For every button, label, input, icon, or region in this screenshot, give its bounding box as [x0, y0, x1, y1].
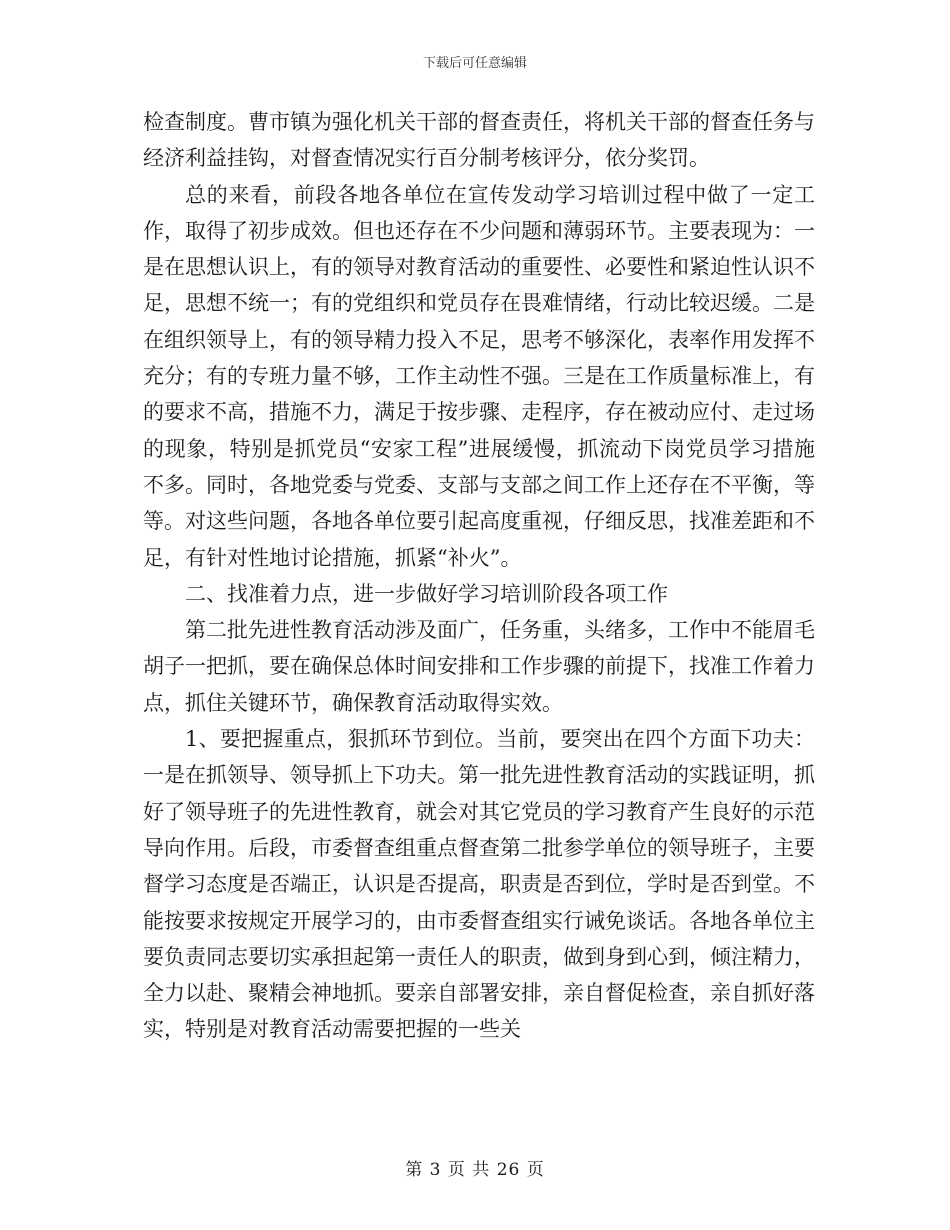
section-heading: 二、找准着力点，进一步做好学习培训阶段各项工作	[185, 581, 668, 606]
body-paragraph-4: 1、要把握重点，狠抓环节到位。当前，要突出在四个方面下功夫：一是在抓领导、领导抓上下功夫。第一批先进性教育活动的实践证明，抓好了领导班子的先进性教育，就会对其它党员的学习教育产生良好的示范导向作用。后段，市委督查组重点督查第二批参学单位的领导班子，主要督学习态度是否端正，认识是否提高，职责是否到位，学时是否到堂。不能按要求按规定开展学习的，由市委督查组实行诫免谈话。各地各单位主要负责同志要切实承担起第一责任人的职责，做到身到心到，倾注精力，全力以赴、聚精会神地抓。要亲自部署安排，亲自督促检查，亲自抓好落实，特别是对教育活动需要把握的一些关	[143, 727, 815, 1042]
page-header-note: 下载后可任意编辑	[422, 56, 527, 71]
body-paragraph-2: 总的来看，前段各地各单位在宣传发动学习培训过程中做了一定工作，取得了初步成效。但也还存在不少问题和薄弱环节。主要表现为：一是在思想认识上，有的领导对教育活动的重要性、必要性和紧迫性认识不足，思想不统一；有的党组织和党员存在畏难情绪，行动比较迟缓。二是在组织领导上，有的领导精力投入不足，思考不够深化，表率作用发挥不充分；有的专班力量不够，工作主动性不强。三是在工作质量标准上，有的要求不高，措施不力，满足于按步骤、走程序，存在被动应付、走过场的现象，特别是抓党员“安家工程”进展缓慢，抓流动下岗党员学习措施不多。同时，各地党委与党委、支部与支部之间工作上还存在不平衡，等等。对这些问题，各地各单位要引起高度重视，仔细反思，找准差距和不足，有针对性地讨论措施，抓紧“补火”。	[143, 182, 815, 570]
body-paragraph-3: 第二批先进性教育活动涉及面广，任务重，头绪多，工作中不能眉毛胡子一把抓，要在确保总体时间安排和工作步骤的前提下，找准工作着力点，抓住关键环节，确保教育活动取得实效。	[143, 618, 815, 715]
page-number-footer: 第 3 页 共 26 页	[405, 1160, 545, 1180]
document-body	[143, 104, 815, 1048]
body-paragraph-1: 检查制度。曹市镇为强化机关干部的督查责任，将机关干部的督查任务与经济利益挂钩，对督查情况实行百分制考核评分，依分奖罚。	[143, 110, 815, 171]
